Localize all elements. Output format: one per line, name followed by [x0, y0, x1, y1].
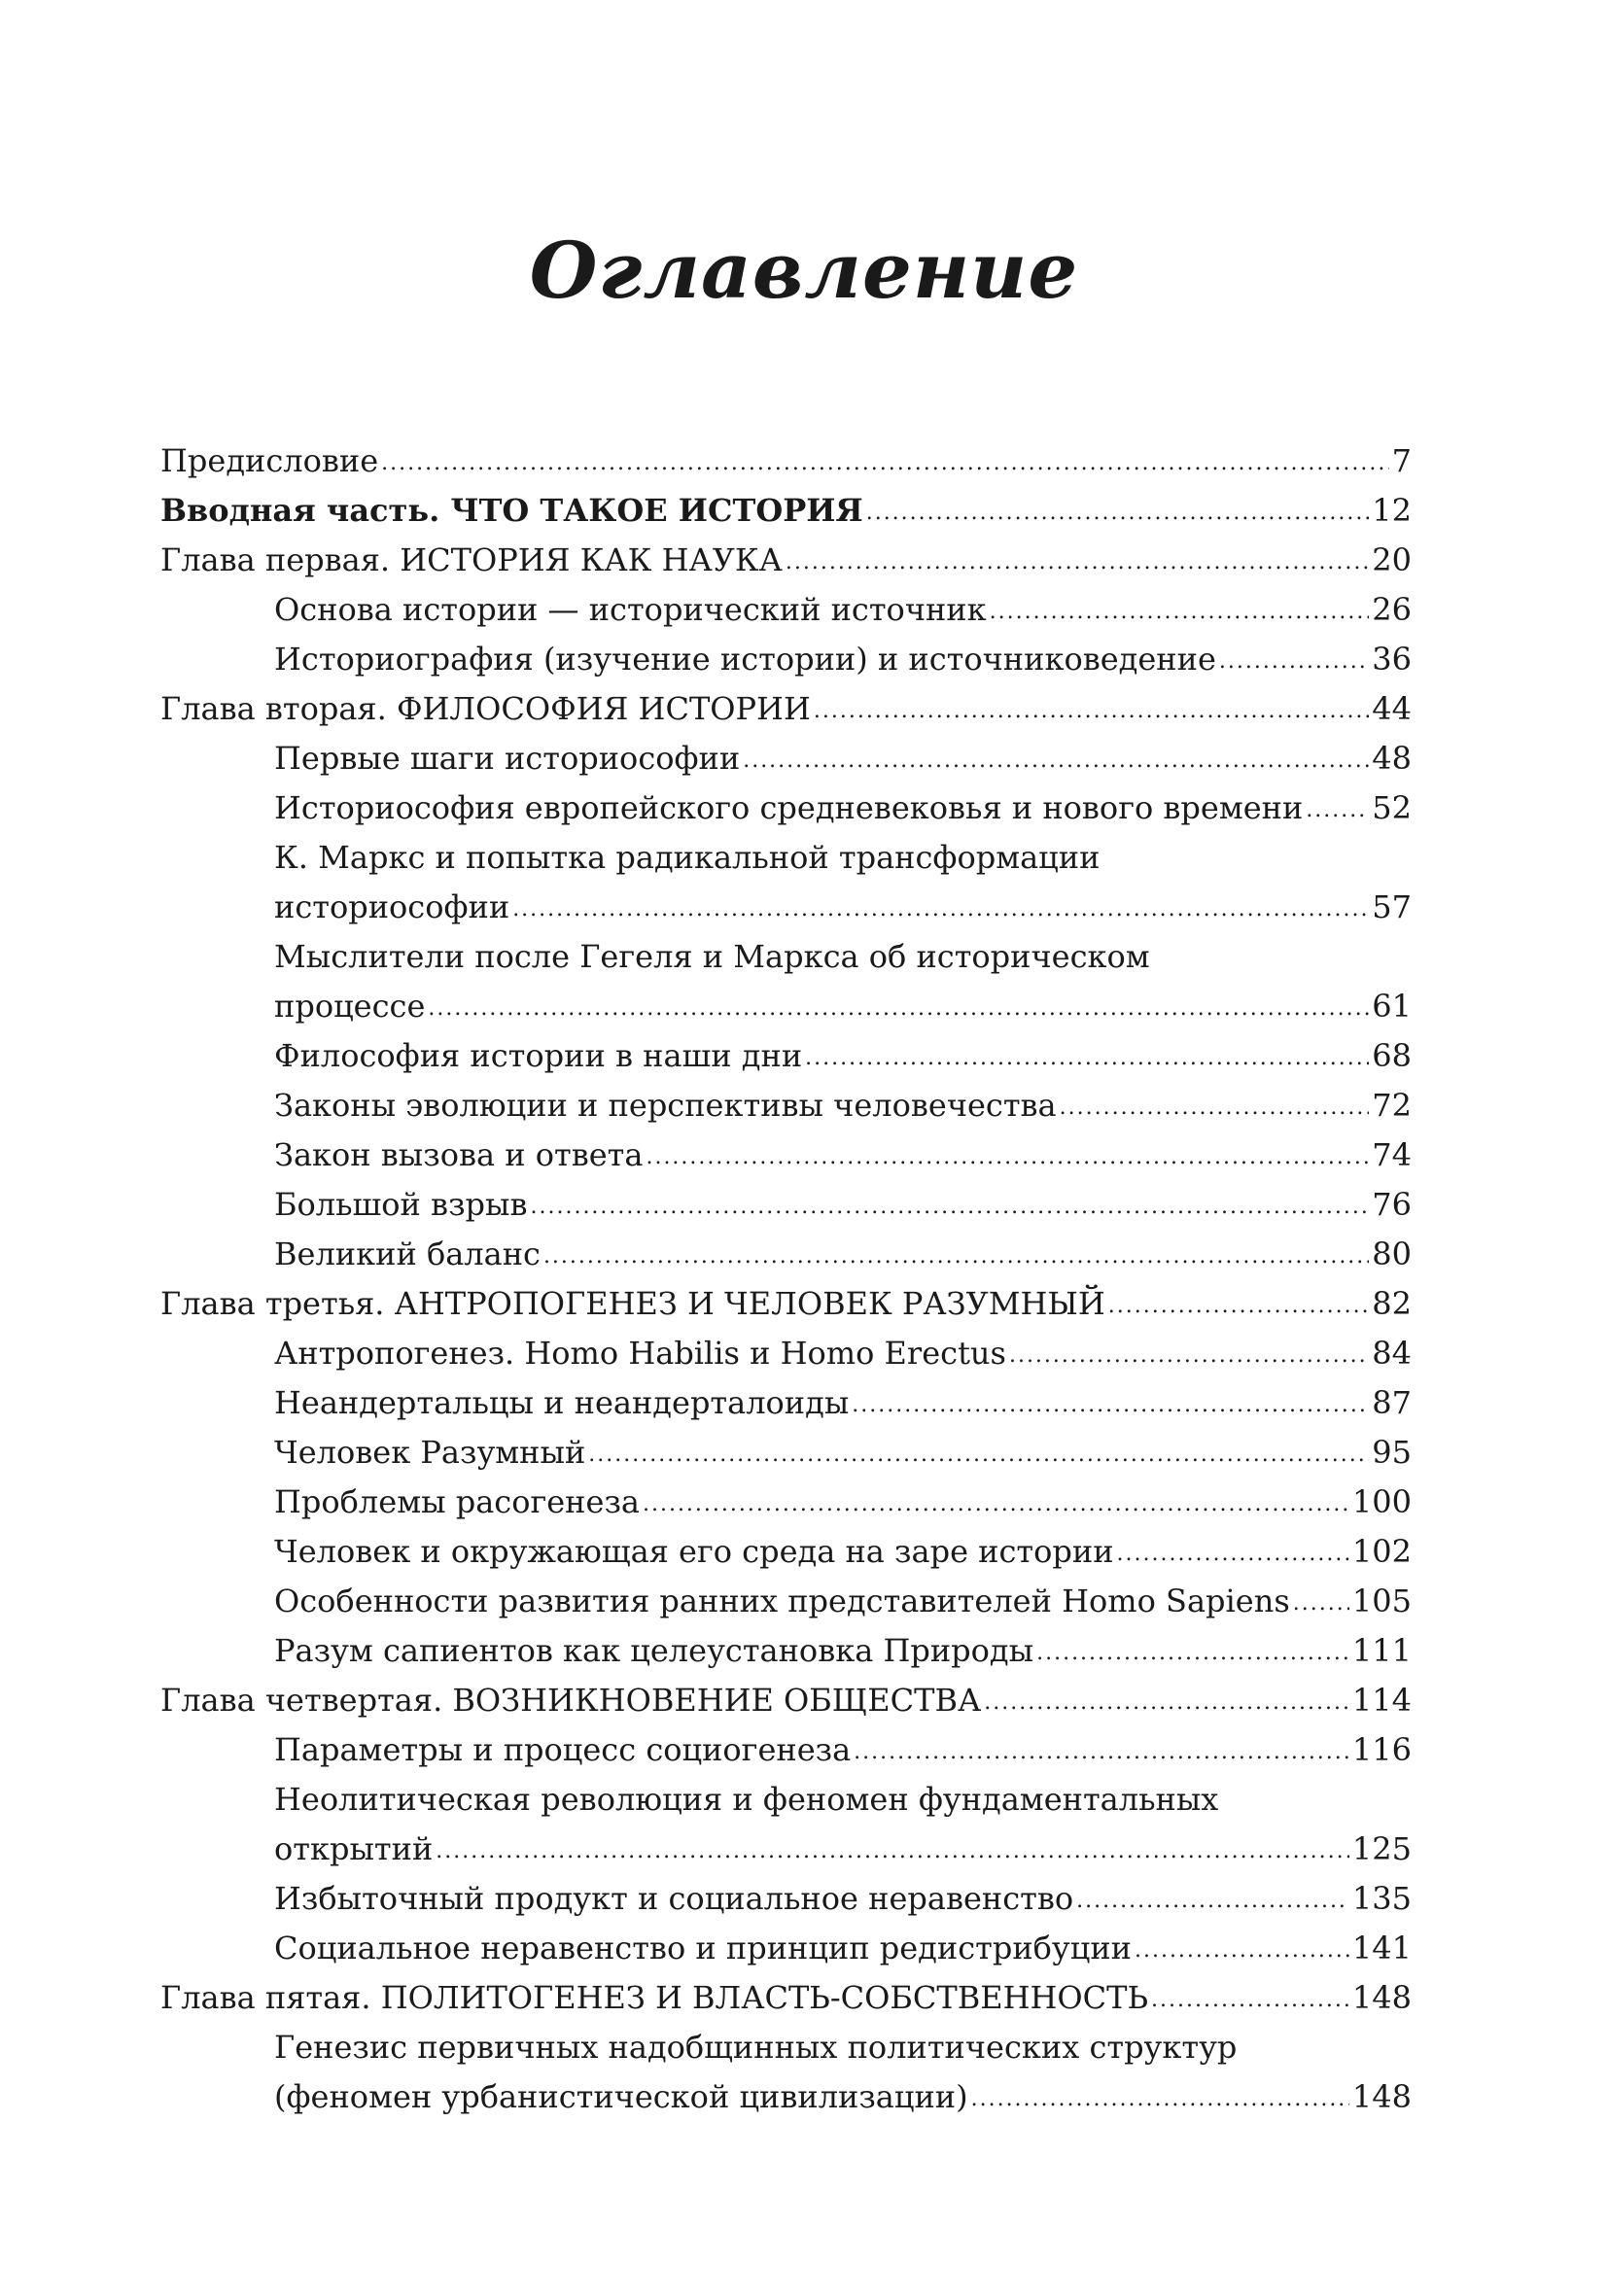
toc-page-number: 80 [1372, 1235, 1412, 1272]
toc-entry[interactable] [160, 1279, 1412, 1329]
toc-entry-title: Проблемы расогенеза [274, 1483, 640, 1520]
dot-leader [786, 540, 1369, 585]
toc-entry-title: (феномен урбанистической цивилизации) [274, 2078, 968, 2115]
toc-entry-title: Вводная часть. ЧТО ТАКОЕ ИСТОРИЯ [160, 492, 863, 529]
toc-subentry[interactable] [160, 1478, 1412, 1527]
toc-subentry[interactable] [160, 1725, 1412, 1775]
toc-entry-title: Человек Разумный [274, 1434, 586, 1471]
dot-leader [852, 1383, 1369, 1428]
dot-leader [1036, 1631, 1349, 1676]
toc-subentry[interactable] [160, 585, 1412, 635]
toc-page-number: 114 [1351, 1682, 1412, 1719]
toc-subentry[interactable] [160, 783, 1412, 833]
dot-leader [1151, 1978, 1349, 2023]
dot-leader [814, 689, 1369, 734]
toc-entry-title: Историософия европейского средневековья и нового времени [274, 789, 1304, 826]
toc-subentry[interactable] [160, 1775, 1412, 1825]
toc-page-number: 148 [1351, 2078, 1412, 2115]
toc-entry[interactable] [160, 1973, 1412, 2023]
dot-leader [743, 739, 1369, 783]
toc-entry-title: Предисловие [160, 442, 379, 479]
dot-leader [588, 1433, 1369, 1478]
toc-page-number: 74 [1372, 1136, 1412, 1173]
toc-entry-title: Неолитическая революция и феномен фундаментальных [274, 1781, 1219, 1818]
toc-subentry[interactable] [160, 635, 1412, 684]
toc-entry-title: Глава первая. ИСТОРИЯ КАК НАУКА [160, 541, 783, 578]
toc-page-number: 111 [1351, 1632, 1412, 1669]
toc-page-number: 72 [1372, 1087, 1412, 1124]
toc-page-number: 135 [1351, 1880, 1412, 1917]
dot-leader [1135, 1929, 1349, 1973]
toc-entry-title: Законы эволюции и перспективы человечества [274, 1087, 1057, 1124]
dot-leader [1076, 1879, 1349, 1924]
dot-leader [1219, 640, 1369, 684]
toc-entry-title: Великий баланс [274, 1235, 541, 1272]
toc-subentry[interactable] [160, 1180, 1412, 1230]
toc-entry-title: Неандертальцы и неандерталоиды [274, 1384, 850, 1421]
toc-page-number: 57 [1372, 888, 1412, 925]
table-of-contents [160, 436, 1412, 2122]
toc-page-number: 36 [1372, 641, 1412, 678]
toc-entry-title: Первые шаги историософии [274, 740, 741, 777]
toc-page-number: 20 [1372, 541, 1412, 578]
dot-leader [643, 1482, 1349, 1527]
toc-subentry[interactable] [160, 1378, 1412, 1428]
toc-entry[interactable] [160, 486, 1412, 536]
toc-entry-title: Философия истории в наши дни [274, 1037, 803, 1074]
toc-entry-title: Избыточный продукт и социальное неравенство [274, 1880, 1074, 1917]
toc-entry-title: Антропогенез. Homo Habilis и Homo Erectus [274, 1335, 1006, 1372]
toc-subentry[interactable] [160, 734, 1412, 783]
toc-subentry[interactable] [160, 982, 1412, 1031]
toc-page-number: 52 [1372, 789, 1412, 826]
dot-leader [1117, 1532, 1349, 1577]
toc-entry-title: Глава пятая. ПОЛИТОГЕНЕЗ И ВЛАСТЬ-СОБСТВЕННОСТЬ [160, 1979, 1149, 2016]
toc-subentry[interactable] [160, 1329, 1412, 1378]
toc-entry-title: Историография (изучение истории) и источниковедение [274, 641, 1216, 678]
page-title: Оглавление [529, 225, 1079, 316]
toc-subentry[interactable] [160, 2023, 1412, 2072]
toc-subentry[interactable] [160, 2072, 1412, 2122]
toc-subentry[interactable] [160, 1428, 1412, 1478]
dot-leader [436, 1829, 1349, 1874]
toc-entry-title: Большой взрыв [274, 1186, 528, 1223]
toc-entry-title: Закон вызова и ответа [274, 1136, 644, 1173]
toc-entry-title: Глава третья. АНТРОПОГЕНЕЗ И ЧЕЛОВЕК РАЗУМНЫЙ [160, 1285, 1105, 1322]
toc-subentry[interactable] [160, 1527, 1412, 1577]
dot-leader [854, 1730, 1349, 1775]
toc-subentry[interactable] [160, 1230, 1412, 1279]
toc-entry-title: Человек и окружающая его среда на заре истории [274, 1533, 1114, 1570]
dot-leader [990, 590, 1370, 635]
toc-page-number: 12 [1372, 492, 1412, 529]
dot-leader [1060, 1086, 1370, 1131]
toc-entry-title: Параметры и процесс социогенеза [274, 1731, 852, 1768]
toc-subentry[interactable] [160, 1031, 1412, 1081]
toc-subentry[interactable] [160, 1626, 1412, 1676]
toc-page-number: 87 [1372, 1384, 1412, 1421]
toc-page-number: 44 [1372, 690, 1412, 727]
toc-entry-title: Основа истории — исторический источник [274, 591, 987, 628]
toc-page-number: 100 [1351, 1483, 1412, 1520]
toc-entry-title: Глава вторая. ФИЛОСОФИЯ ИСТОРИИ [160, 690, 811, 727]
toc-subentry[interactable] [160, 1924, 1412, 1973]
toc-subentry[interactable] [160, 1081, 1412, 1131]
toc-subentry[interactable] [160, 883, 1412, 932]
toc-entry[interactable] [160, 436, 1412, 486]
dot-leader [530, 1185, 1369, 1230]
toc-page-number: 61 [1372, 988, 1412, 1025]
toc-subentry[interactable] [160, 932, 1412, 982]
toc-entry-title: открытий [274, 1830, 434, 1867]
toc-subentry[interactable] [160, 1131, 1412, 1180]
toc-page-number: 148 [1351, 1979, 1412, 2016]
dot-leader [1293, 1582, 1349, 1626]
toc-entry-title: К. Маркс и попытка радикальной трансформации [274, 839, 1101, 876]
toc-entry-title: процессе [274, 988, 426, 1025]
toc-page-number: 84 [1372, 1335, 1412, 1372]
toc-entry-title: Генезис первичных надобщинных политических структур [274, 2029, 1238, 2066]
toc-page-number: 48 [1372, 740, 1412, 777]
toc-page-number: 95 [1372, 1434, 1412, 1471]
toc-entry-title: Разум сапиентов как целеустановка Природы [274, 1632, 1034, 1669]
toc-subentry[interactable] [160, 1825, 1412, 1874]
toc-entry-title: историософии [274, 888, 510, 925]
toc-entry-title: Мыслители после Гегеля и Маркса об историческом [274, 938, 1150, 975]
toc-page-number: 26 [1372, 591, 1412, 628]
toc-entry[interactable] [160, 1676, 1412, 1725]
dot-leader [971, 2077, 1349, 2122]
dot-leader [984, 1681, 1349, 1725]
toc-subentry[interactable] [160, 833, 1412, 883]
toc-entry[interactable] [160, 536, 1412, 585]
dot-leader [512, 887, 1369, 932]
dot-leader [805, 1036, 1369, 1081]
toc-page-number: 102 [1351, 1533, 1412, 1570]
toc-entry-title: Глава четвертая. ВОЗНИКНОВЕНИЕ ОБЩЕСТВА [160, 1682, 982, 1719]
dot-leader [1108, 1284, 1370, 1329]
dot-leader [381, 441, 1388, 486]
toc-subentry[interactable] [160, 1874, 1412, 1924]
toc-page-number: 141 [1351, 1930, 1412, 1966]
dot-leader [646, 1135, 1369, 1180]
toc-entry-title: Социальное неравенство и принцип редистрибуции [274, 1930, 1132, 1966]
dot-leader [428, 987, 1369, 1031]
toc-subentry[interactable] [160, 1577, 1412, 1626]
toc-page-number: 68 [1372, 1037, 1412, 1074]
toc-entry[interactable] [160, 684, 1412, 734]
dot-leader [543, 1235, 1369, 1279]
toc-page-number: 105 [1351, 1583, 1412, 1619]
toc-page-number: 7 [1391, 442, 1412, 479]
toc-page-number: 82 [1372, 1285, 1412, 1322]
dot-leader [1306, 788, 1369, 833]
toc-page-number: 76 [1372, 1186, 1412, 1223]
toc-page-number: 125 [1351, 1830, 1412, 1867]
dot-leader [1009, 1334, 1369, 1378]
toc-entry-title: Особенности развития ранних представителей Homo Sapiens [274, 1583, 1290, 1619]
dot-leader [866, 491, 1370, 536]
toc-page-number: 116 [1351, 1731, 1412, 1768]
